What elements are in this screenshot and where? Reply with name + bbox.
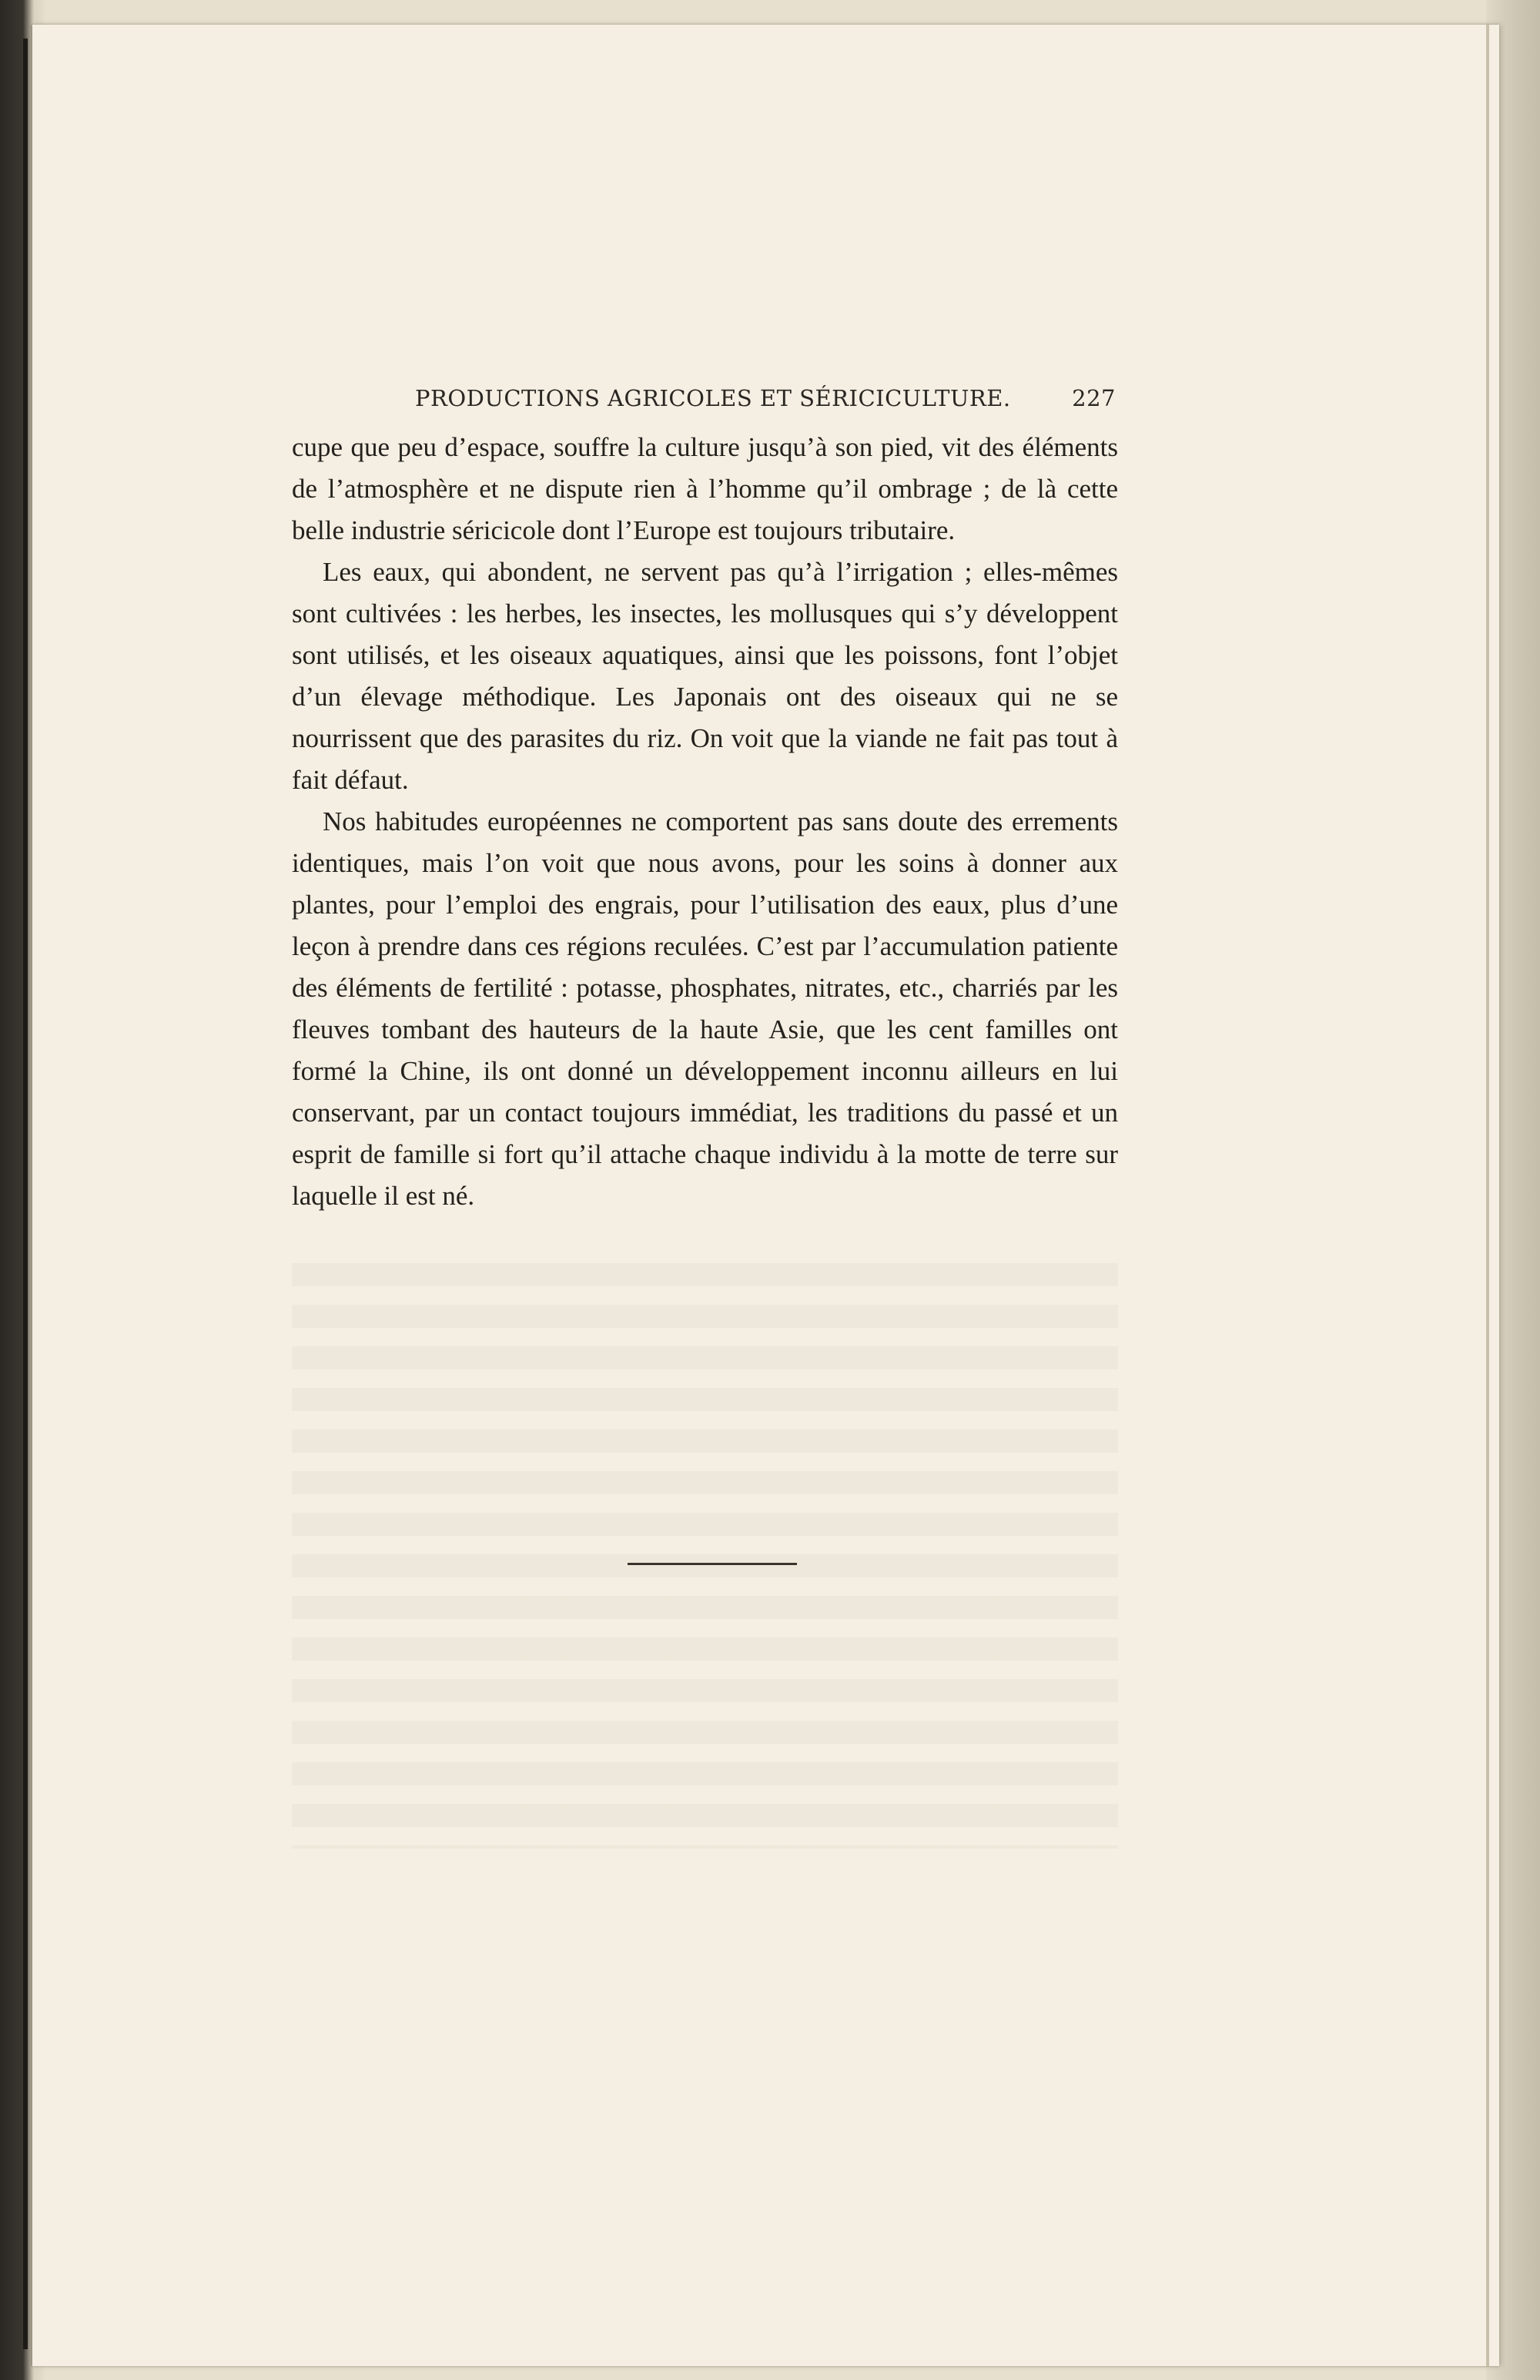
page-edge [1486, 25, 1489, 2366]
binding-shadow [23, 39, 28, 2349]
running-head-title: PRODUCTIONS AGRICOLES ET SÉRICICULTURE. [415, 385, 1011, 411]
paragraph-waters: Les eaux, qui abondent, ne servent pas qu’à l’irrigation ; elles-mêmes sont cultivées : les herbes, les insectes, les mollusques qui s’y développent sont utilisés, et les oiseaux aquatiques, ainsi que les poissons, font l’objet d’un élevage méthodique. Les Japonais ont des oiseaux qui ne se nourrissent que des parasites du riz. On voit que la viande ne fait pas tout à fait défaut. [292, 557, 1118, 795]
paragraph-continuation: cupe que peu d’espace, souffre la culture jusqu’à son pied, vit des éléments de l’atmosphère et ne dispute rien à l’homme qu’il ombrage ; de là cette belle industrie séricicole dont l’Europe est toujours tributaire. [292, 432, 1118, 545]
running-head [292, 379, 1116, 417]
body-text [292, 427, 1118, 1217]
section-end-rule [628, 1563, 797, 1565]
paragraph-european-habits: Nos habitudes européennes ne comportent pas sans doute des errements identiques, mais l’on voit que nous avons, pour les soins à donner aux plantes, pour l’emploi des engrais, pour l’utilisation des eaux, plus d’une leçon à prendre dans ces régions reculées. C’est par l’accumulation patiente des éléments de fertilité : potasse, phosphates, nitrates, etc., charriés par les fleuves tombant des hauteurs de la haute Asie, que les cent familles ont formé la Chine, ils ont donné un développement inconnu ailleurs en lui conservant, par un contact toujours immédiat, les traditions du passé et un esprit de famille si fort qu’il attache chaque individu à la motte de terre sur laquelle il est né. [292, 806, 1118, 1211]
page-number: 227 [1072, 385, 1116, 411]
